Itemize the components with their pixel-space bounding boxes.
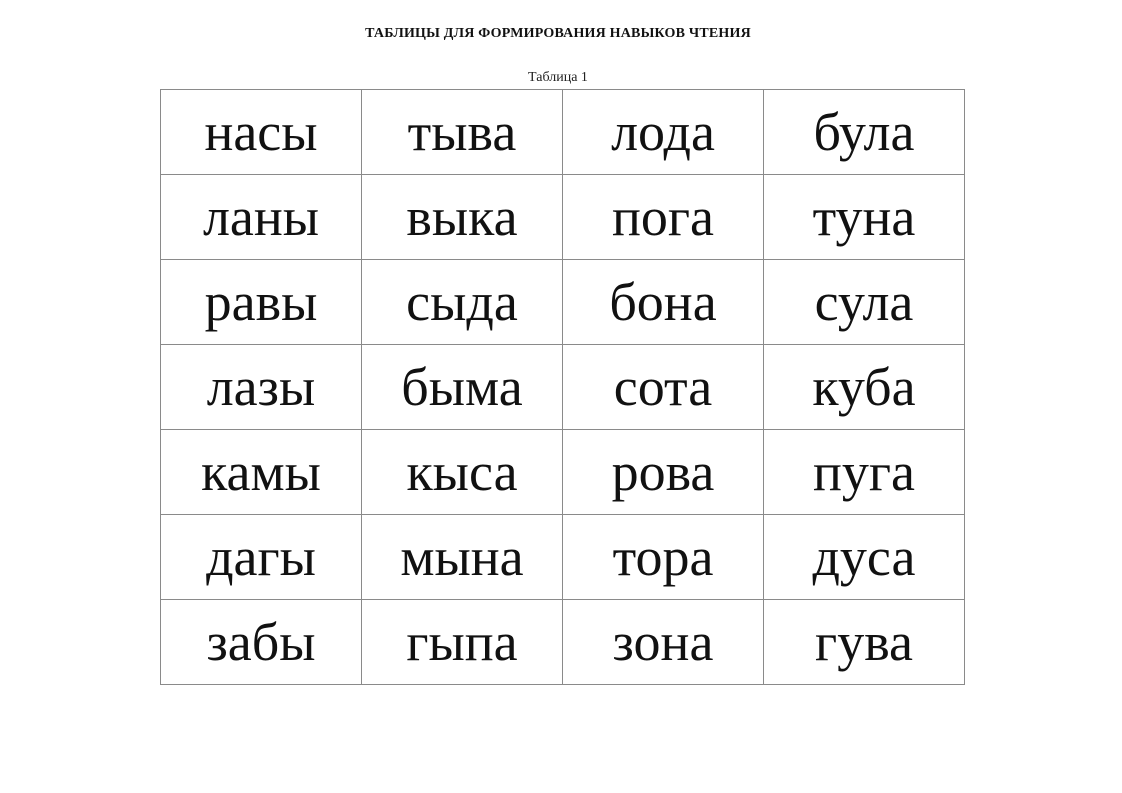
- table-cell: тыва: [362, 90, 563, 175]
- table-caption: Таблица 1: [528, 70, 588, 85]
- table-cell: пуга: [764, 430, 965, 515]
- table-cell: зона: [563, 600, 764, 685]
- table-cell: мына: [362, 515, 563, 600]
- table-cell: насы: [161, 90, 362, 175]
- table-cell: лода: [563, 90, 764, 175]
- table-cell: дагы: [161, 515, 362, 600]
- table-cell: куба: [764, 345, 965, 430]
- table-cell: бона: [563, 260, 764, 345]
- table-cell: гыпа: [362, 600, 563, 685]
- table-cell: выка: [362, 175, 563, 260]
- table-cell: туна: [764, 175, 965, 260]
- table-cell: равы: [161, 260, 362, 345]
- document-title: ТАБЛИЦЫ ДЛЯ ФОРМИРОВАНИЯ НАВЫКОВ ЧТЕНИЯ: [365, 26, 751, 41]
- table-row: [161, 175, 965, 260]
- table-cell: кыса: [362, 430, 563, 515]
- table-cell: рова: [563, 430, 764, 515]
- reading-table: [160, 89, 965, 685]
- table-row: [161, 430, 965, 515]
- table-cell: ланы: [161, 175, 362, 260]
- table-cell: гува: [764, 600, 965, 685]
- reading-table-body: [161, 90, 965, 685]
- table-row: [161, 600, 965, 685]
- table-row: [161, 515, 965, 600]
- table-cell: лазы: [161, 345, 362, 430]
- table-row: [161, 345, 965, 430]
- table-cell: камы: [161, 430, 362, 515]
- table-cell: пога: [563, 175, 764, 260]
- table-cell: була: [764, 90, 965, 175]
- table-cell: сыда: [362, 260, 563, 345]
- table-cell: забы: [161, 600, 362, 685]
- table-cell: быма: [362, 345, 563, 430]
- table-cell: тора: [563, 515, 764, 600]
- table-cell: сула: [764, 260, 965, 345]
- table-row: [161, 90, 965, 175]
- table-row: [161, 260, 965, 345]
- table-cell: дуса: [764, 515, 965, 600]
- table-cell: сота: [563, 345, 764, 430]
